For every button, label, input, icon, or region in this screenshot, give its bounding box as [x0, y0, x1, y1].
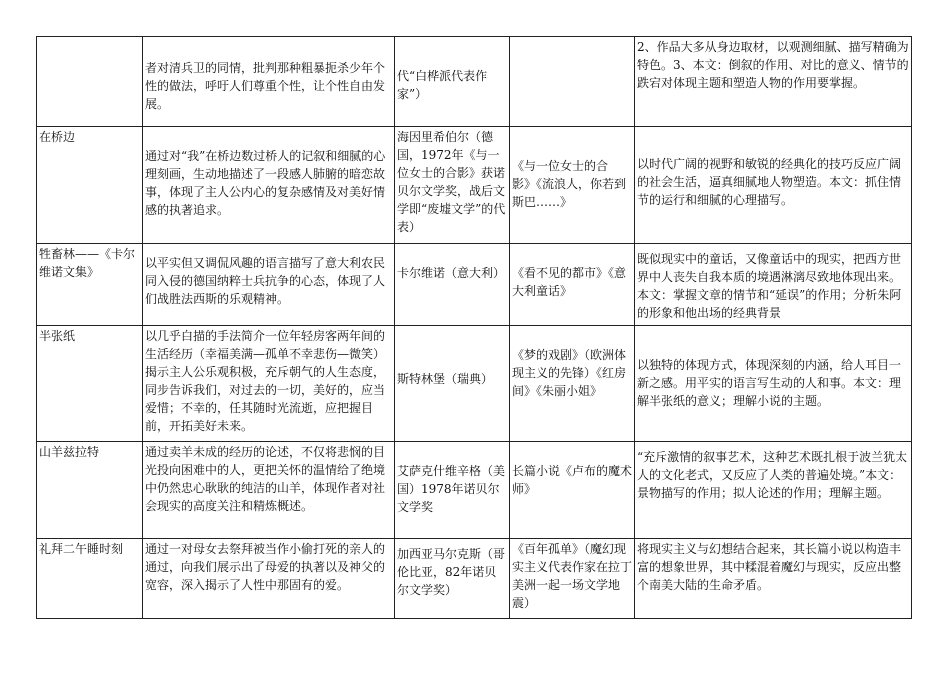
author-cell: 加西亚马尔克斯（哥伦比亚，82年诺贝尔文学奖）	[395, 539, 510, 619]
work-title-cell: 在桥边	[37, 127, 143, 244]
works-cell: 长篇小说《卢布的魔术师》	[510, 442, 635, 539]
author-cell: 艾萨克什维辛格（美国）1978年诺贝尔文学奖	[395, 442, 510, 539]
literature-table	[36, 36, 912, 619]
table-row	[37, 127, 912, 244]
content-cell: 以几乎白描的手法简介一位年轻房客两年间的生活经历（幸福美满—孤单不幸悲伤—微笑）揭示主人公乐观积极，充斥朝气的人生态度，同步告诉我们，对过去的一切，美好的，应当爱惜；不幸的，任其随时光流逝，应把握目前，开拓美好未来。	[143, 326, 395, 442]
content-cell: 者对清兵卫的同情，批判那种粗暴扼杀少年个性的做法，呼吁人们尊重个性，让个性自由发展。	[143, 37, 395, 127]
work-title-cell: 半张纸	[37, 326, 143, 442]
work-title-cell: 山羊兹拉特	[37, 442, 143, 539]
works-cell: 《与一位女士的合影》《流浪人，你若到斯巴……》	[510, 127, 635, 244]
works-cell: 《梦的戏剧》（欧洲体现主义的先锋）《红房间》《朱丽小姐》	[510, 326, 635, 442]
notes-cell: 以独特的体现方式，体现深刻的内涵，给人耳目一新之感。用平实的语言写生动的人和事。本文：理解半张纸的意义；理解小说的主题。	[635, 326, 912, 442]
table-row	[37, 37, 912, 127]
work-title-cell	[37, 37, 143, 127]
work-title-cell: 礼拜二午睡时刻	[37, 539, 143, 619]
table-row	[37, 326, 912, 442]
table-row	[37, 539, 912, 619]
notes-cell: 既似现实中的童话，又像童话中的现实，把西方世界中人丧失自我本质的境遇淋漓尽致地体现出来。本文：掌握文章的情节和“延误”的作用；分析朱阿的形象和他出场的经典背景	[635, 244, 912, 326]
notes-cell: 2、作品大多从身边取材，以观测细腻、描写精确为特色。3、本文：倒叙的作用、对比的意义、情节的跌宕对体现主题和塑造人物的作用要掌握。	[635, 37, 912, 127]
notes-cell: 将现实主义与幻想结合起来，其长篇小说以构造丰富的想象世界，其中糅混着魔幻与现实，反应出整个南美大陆的生命矛盾。	[635, 539, 912, 619]
author-cell: 海因里希伯尔（德国，1972年《与一位女士的合影》获诺贝尔文学奖，战后文学即“废墟文学”的代表）	[395, 127, 510, 244]
author-cell: 斯特林堡（瑞典）	[395, 326, 510, 442]
works-cell: 《看不见的都市》《意大利童话》	[510, 244, 635, 326]
author-cell: 代“白桦派代表作家”）	[395, 37, 510, 127]
content-cell: 通过对“我”在桥边数过桥人的记叙和细腻的心理刻画，生动地描述了一段感人肺腑的暗恋故事，体现了主人公内心的复杂感情及对美好情感的执著追求。	[143, 127, 395, 244]
notes-cell: 以时代广阔的视野和敏锐的经典化的技巧反应广阔的社会生活，逼真细腻地人物塑造。本文：抓住情节的运行和细腻的心理描写。	[635, 127, 912, 244]
works-cell	[510, 37, 635, 127]
content-cell: 以平实但又调侃风趣的语言描写了意大利农民同入侵的德国纳粹士兵抗争的心态，体现了人们战胜法西斯的乐观精神。	[143, 244, 395, 326]
table-row	[37, 442, 912, 539]
works-cell: 《百年孤单》（魔幻现实主义代表作家在拉丁美洲一起一场文学地震）	[510, 539, 635, 619]
work-title-cell: 牲畜林——《卡尔维诺文集》	[37, 244, 143, 326]
content-cell: 通过一对母女去祭拜被当作小偷打死的亲人的通过，向我们展示出了母爱的执著以及神父的宽容，深入揭示了人性中那固有的爱。	[143, 539, 395, 619]
notes-cell: “充斥激情的叙事艺术，这种艺术既扎根于波兰犹太人的文化老式，又反应了人类的普遍处境。”本文：景物描写的作用；拟人论述的作用；理解主题。	[635, 442, 912, 539]
table-row	[37, 244, 912, 326]
content-cell: 通过卖羊未成的经历的论述，不仅将悲悯的目光投向困难中的人，更把关怀的温情给了绝境中仍然忠心耿耿的纯洁的山羊，体现作者对社会现实的高度关注和精炼概述。	[143, 442, 395, 539]
author-cell: 卡尔维诺（意大利）	[395, 244, 510, 326]
